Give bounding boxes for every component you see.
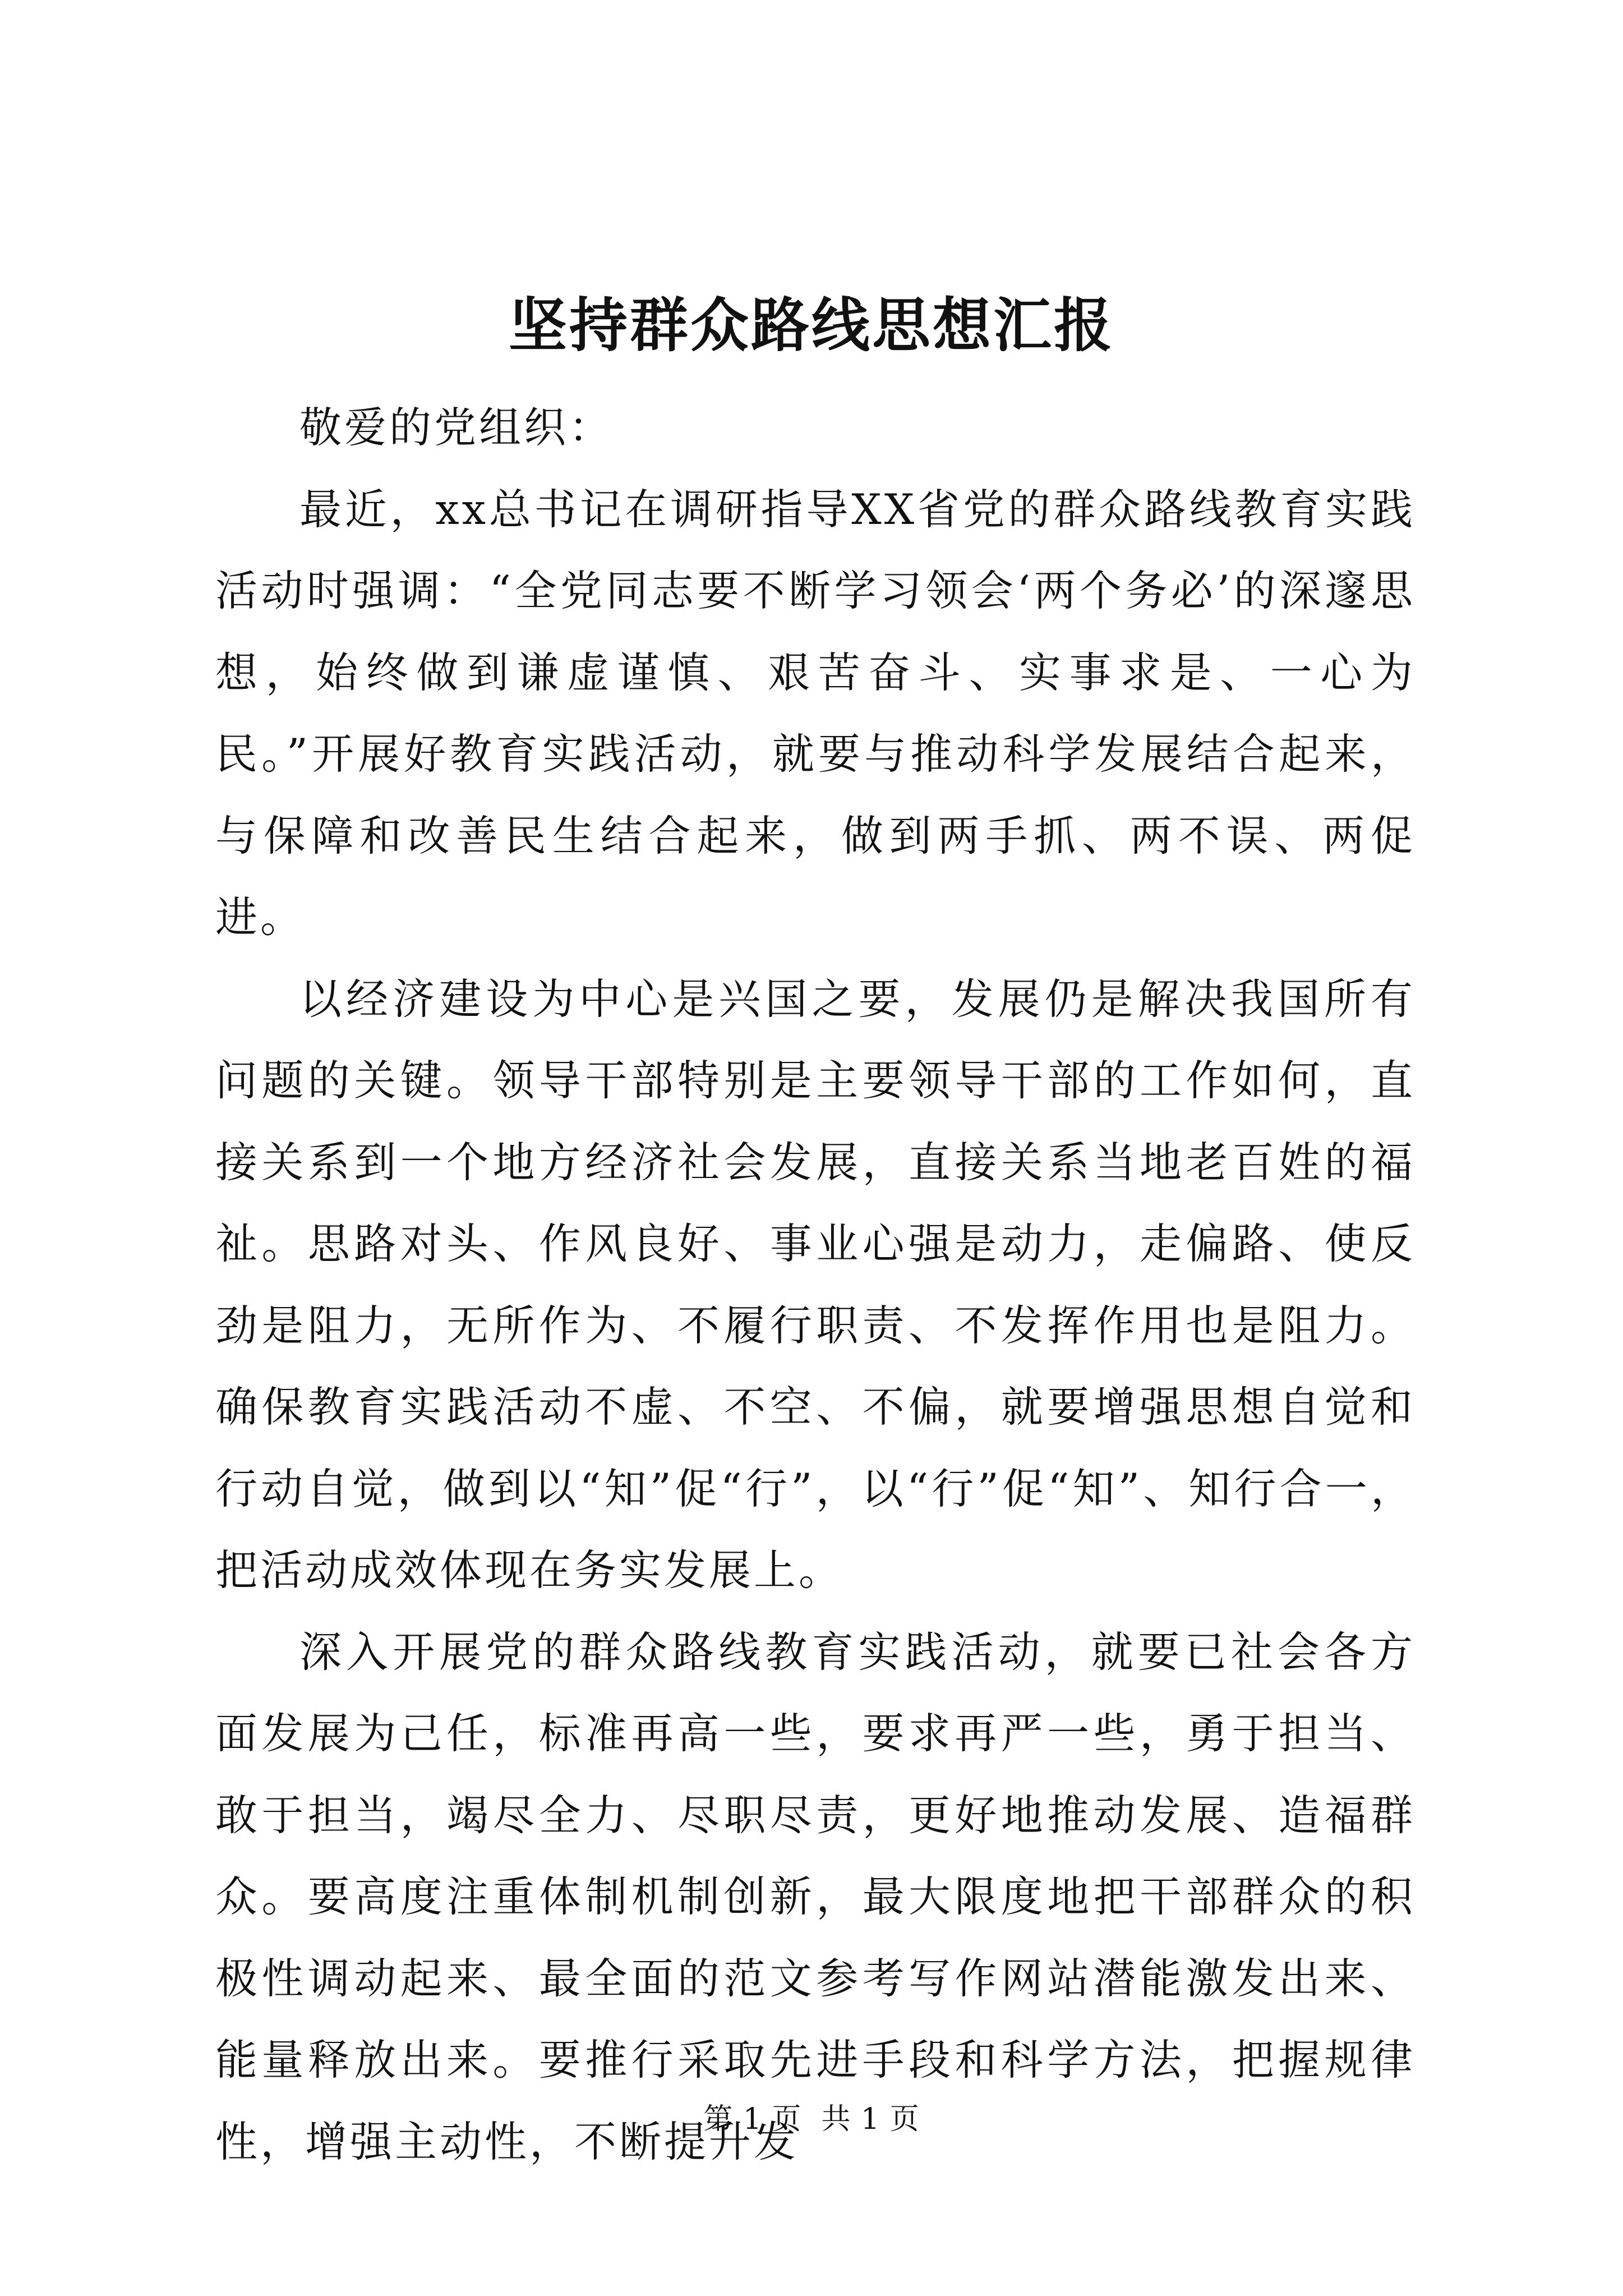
paragraph-2: 以经济建设为中心是兴国之要，发展仍是解决我国所有问题的关键。领导干部特别是主要领导干部的工作如何，直接关系到一个地方经济社会发展，直接关系当地老百姓的福祉。思路对头、作风良好、事业心强是动力，走偏路、使反劲是阻力，无所作为、不履行职责、不发挥作用也是阻力。确保教育实践活动不虚、不空、不偏，就要增强思想自觉和行动自觉，做到以“知”促“行”，以“行”促“知”、知行合一，把活动成效体现在务实发展上。 bbox=[215, 974, 1415, 1595]
document-body bbox=[215, 387, 1415, 2183]
paragraph-3: 深入开展党的群众路线教育实践活动，就要已社会各方面发展为己任，标准再高一些，要求再严一些，勇于担当、敢于担当，竭尽全力、尽职尽责，更好地推动发展、造福群众。要高度注重体制机制创新，最大限度地把干部群众的积极性调动起来、最全面的范文参考写作网站潜能激发出来、能量释放出来。要推行采取先进手段和科学方法，把握规律性，增强主动性，不断提升发 bbox=[215, 1627, 1415, 2166]
page-number-label: 第 1 页 共 1 页 bbox=[703, 2102, 920, 2136]
paragraph-1: 最近，xx总书记在调研指导XX省党的群众路线教育实践活动时强调：“全党同志要不断学习领会‘两个务必’的深邃思想，始终做到谦虚谨慎、艰苦奋斗、实事求是、一心为民。”开展好教育实践活动，就要与推动科学发展结合起来，与保障和改善民生结合起来，做到两手抓、两不误、两促进。 bbox=[215, 484, 1415, 942]
document-title: 坚持群众路线思想汇报 bbox=[508, 291, 1114, 360]
page-footer bbox=[0, 2097, 1623, 2142]
salutation: 敬爱的党组织： bbox=[299, 403, 614, 452]
